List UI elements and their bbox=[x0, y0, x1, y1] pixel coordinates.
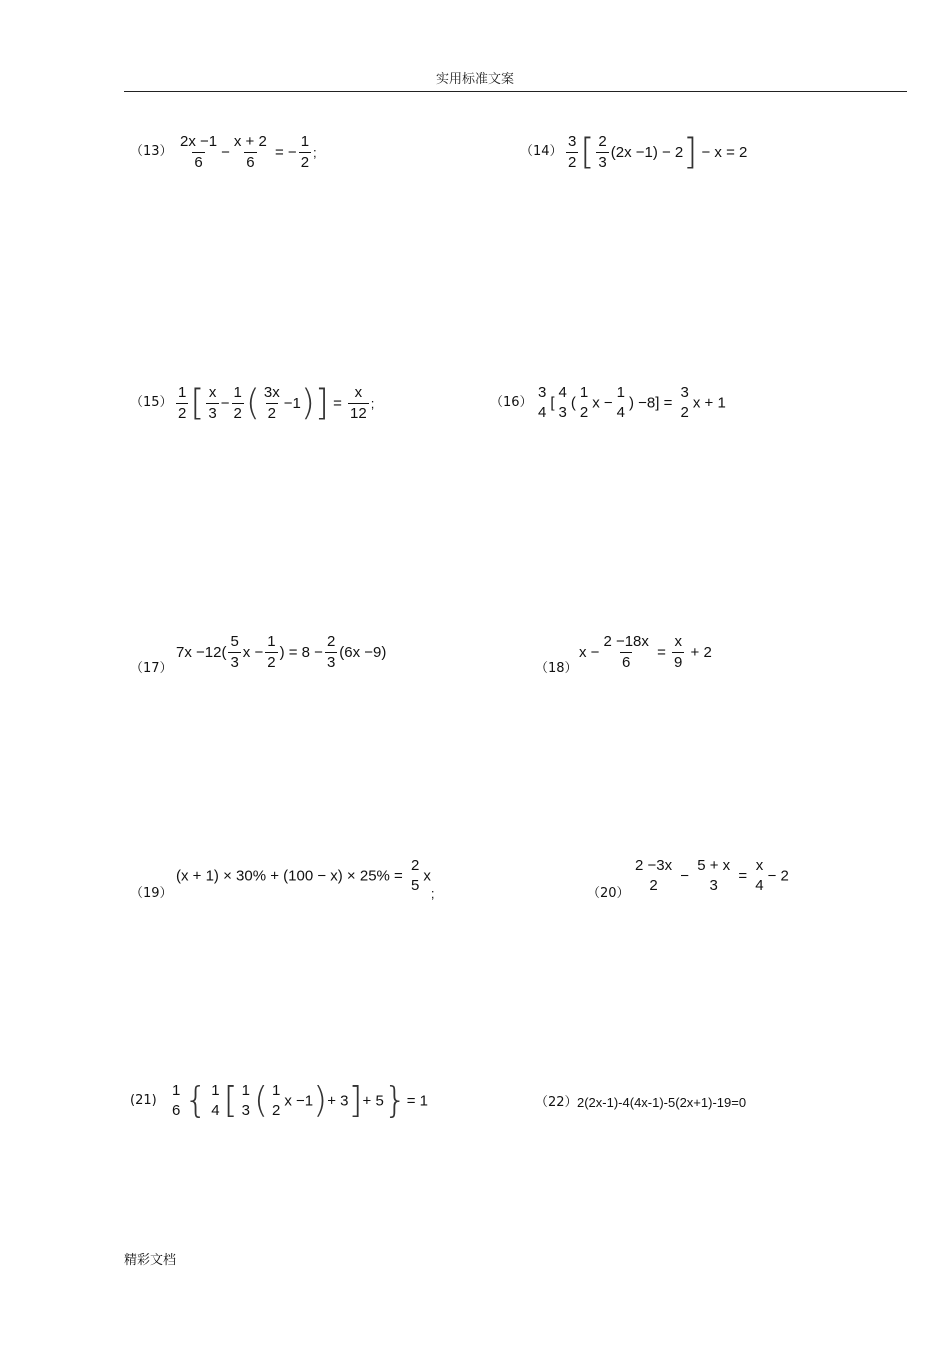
page-footer: 精彩文档 bbox=[124, 1253, 177, 1268]
header-rule bbox=[124, 91, 907, 92]
problem-21-equation: 1 6 { 1 4 [ 1 3 ( 1 2 x −1)+ 3]+ 5}= 1 bbox=[172, 1080, 428, 1121]
problem-19-equation: (x + 1) × 30% + (100 − x) × 25% = 2 5 x; bbox=[176, 857, 435, 901]
problem-15-label: （15） bbox=[130, 395, 173, 410]
problem-18-equation: x − $\frac{2 -18x}{6}$ = $\frac{x}{9}$ + 2 bbox=[579, 633, 712, 671]
problem-21-label: (21) bbox=[130, 1093, 157, 1108]
problem-20-label: （20） bbox=[587, 886, 630, 901]
problem-17-label: （17） bbox=[130, 661, 173, 676]
problem-18-label: （18） bbox=[535, 661, 578, 676]
problem-16-label: （16） bbox=[490, 395, 533, 410]
problem-15-equation: $\frac{1}{2}$ [ $\frac{x}{3}$ − $\frac{1}{2}$ ( $\frac{3x}{2}$ −1)] = $\frac{x}{12}$ ; bbox=[178, 382, 375, 424]
page-header: 实用标准文案 bbox=[435, 72, 514, 87]
problem-19-label: （19） bbox=[130, 886, 173, 901]
problem-14-equation: $\frac{3}{2}$ [ $\frac{2}{3}$ (2x −1) − 2] − x = 2 bbox=[568, 131, 748, 173]
problem-22-equation: 2(2x-1)-4(4x-1)-5(2x+1)-19=0 bbox=[577, 1095, 747, 1110]
problem-20-equation: 2 −3x 2 − 5 + x 3 = x 4 − 2 bbox=[635, 857, 789, 894]
problem-14-label: （14） bbox=[520, 144, 563, 159]
problem-13-label: （13） bbox=[130, 144, 173, 159]
problem-22-label: （22） bbox=[535, 1095, 578, 1110]
problem-17-equation: 7x −12( $\frac{5}{3}$ x − $\frac{1}{2}$ ) = 8 − $\frac{2}{3}$ (6x −9) bbox=[176, 633, 387, 671]
problem-16-equation: 3 4 [ 4 3 ( 1 2 x − 1 4 ) −8] = 3 2 x + 1 bbox=[538, 384, 726, 421]
problem-13-equation: $\frac{2x -1}{6}$ − $\frac{x + 2}{6}$ = − $\frac{1}{2}$ ; bbox=[180, 133, 317, 171]
